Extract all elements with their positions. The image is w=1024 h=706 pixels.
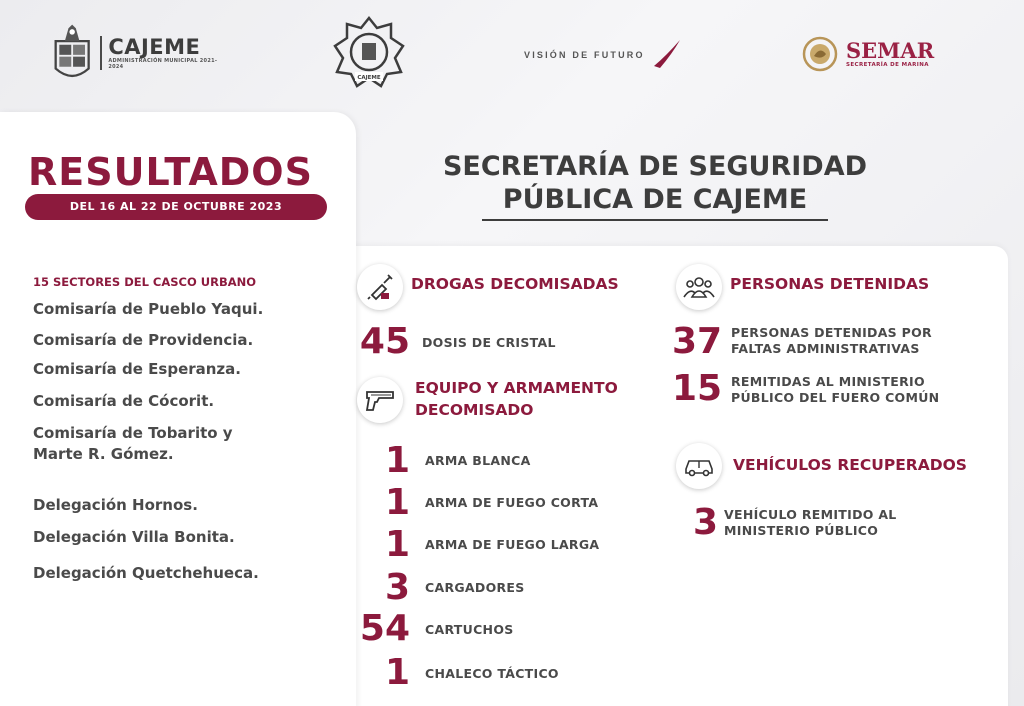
personas-title: PERSONAS DETENIDAS <box>730 275 930 293</box>
equipo-count: 3 <box>384 567 410 608</box>
personas-label <box>731 325 932 357</box>
sector-item: Comisaría de Pueblo Yaqui. <box>33 300 264 318</box>
sector-item: Comisaría de Tobarito y <box>33 424 233 442</box>
cajeme-subtitle: ADMINISTRACIÓN MUNICIPAL 2021-2024 <box>108 58 218 70</box>
sector-item: Delegación Villa Bonita. <box>33 528 235 546</box>
page-title: RESULTADOS <box>28 150 313 194</box>
personas-count: 37 <box>672 321 723 362</box>
personas-label-line: FALTAS ADMINISTRATIVAS <box>731 341 920 356</box>
equipo-title-line1: EQUIPO Y ARMAMENTO <box>415 379 618 397</box>
equipo-title-line2: DECOMISADO <box>415 401 534 419</box>
sector-item: Marte R. Gómez. <box>33 445 174 463</box>
equipo-title <box>415 377 618 421</box>
equipo-label: ARMA DE FUEGO CORTA <box>425 495 599 510</box>
vehiculos-label-line: VEHÍCULO REMITIDO AL <box>724 507 897 522</box>
police-badge-icon <box>333 16 405 88</box>
equipo-count: 54 <box>359 608 410 649</box>
personas-label-line: REMITIDAS AL MINISTERIO <box>731 374 925 389</box>
equipo-label: CARTUCHOS <box>425 622 514 637</box>
vehiculos-label <box>724 507 897 539</box>
semar-subtitle: SECRETARÍA DE MARINA <box>846 62 929 68</box>
equipo-count: 1 <box>384 482 410 523</box>
equipo-count: 1 <box>384 652 410 693</box>
equipo-label: CARGADORES <box>425 580 525 595</box>
drogas-label: DOSIS DE CRISTAL <box>422 335 556 350</box>
vision-text: VISIÓN DE FUTURO <box>524 50 645 60</box>
sector-item: Comisaría de Esperanza. <box>33 360 241 378</box>
sector-item: Delegación Hornos. <box>33 496 198 514</box>
people-icon <box>676 264 722 310</box>
vehiculos-title: VEHÍCULOS RECUPERADOS <box>733 456 967 474</box>
equipo-count: 1 <box>384 440 410 481</box>
semar-logo <box>802 34 962 74</box>
vehiculos-count: 3 <box>692 502 718 543</box>
personas-label <box>731 374 939 406</box>
drogas-title: DROGAS DECOMISADAS <box>411 275 619 293</box>
sector-item: Comisaría de Cócorit. <box>33 392 215 410</box>
date-range-badge: DEL 16 AL 22 DE OCTUBRE 2023 <box>25 194 327 220</box>
car-icon <box>676 443 722 489</box>
swoosh-icon <box>652 38 682 70</box>
badge-text: CAJEME <box>357 75 381 81</box>
drogas-count: 45 <box>359 321 410 362</box>
ssp-title-line1: SECRETARÍA DE SEGURIDAD <box>442 151 868 182</box>
title-underline <box>482 219 828 221</box>
sectors-heading: 15 SECTORES DEL CASCO URBANO <box>33 275 257 289</box>
mexico-seal-icon <box>802 36 838 72</box>
personas-label-line: PÚBLICO DEL FUERO COMÚN <box>731 390 940 405</box>
cajeme-logo <box>52 18 222 88</box>
equipo-label: ARMA BLANCA <box>425 453 531 468</box>
cajeme-coat-of-arms-icon <box>52 20 92 86</box>
personas-count: 15 <box>672 368 723 409</box>
syringe-icon <box>357 264 403 310</box>
sector-item: Comisaría de Providencia. <box>33 331 254 349</box>
ssp-title <box>410 150 900 216</box>
sector-item: Delegación Quetchehueca. <box>33 564 259 582</box>
semar-name: SEMAR <box>846 38 935 63</box>
vision-de-futuro-logo <box>524 38 684 70</box>
cajeme-name: CAJEME <box>108 35 201 59</box>
equipo-label: CHALECO TÁCTICO <box>425 666 559 681</box>
vehiculos-label-line: MINISTERIO PÚBLICO <box>724 523 879 538</box>
pistol-icon <box>357 377 403 423</box>
ssp-title-line2: PÚBLICA DE CAJEME <box>502 184 808 215</box>
personas-label-line: PERSONAS DETENIDAS POR <box>731 325 932 340</box>
equipo-label: ARMA DE FUEGO LARGA <box>425 537 600 552</box>
equipo-count: 1 <box>384 524 410 565</box>
